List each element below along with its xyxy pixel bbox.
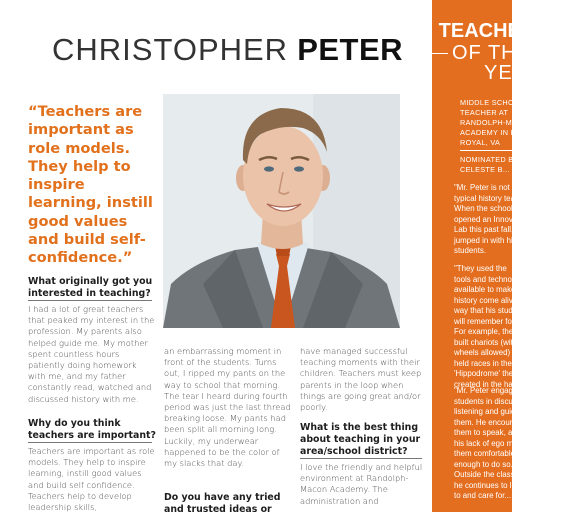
pull-quote: “Teachers are important as role models. They help to inspire learning, instill good values and build self-confidence.”	[28, 103, 153, 267]
sidebar-school: MIDDLE SCHOOL TEACHER AT RANDOLPH-MACON ACADEMY IN FRONT ROYAL, VA	[460, 98, 538, 147]
portrait-illustration	[163, 94, 400, 328]
sidebar-title-year: YEAR	[484, 62, 543, 84]
question-divider	[28, 442, 152, 443]
sidebar-paragraph-3: "Mr. Peter engages students in discussion, listening and guiding them. He encourages them to speak, and his lack of ego makes them comfortable enough to do so. Outside the classroom he continues to listen to and care for...	[454, 386, 534, 500]
question-heading-best-thing: What is the best thing about teaching in your area/school district?	[300, 422, 421, 457]
answer-text-best-thing: I love the friendly and helpful environment at Randolph-Macon Academy. The administration and	[300, 462, 423, 506]
teacher-of-year-sidebar	[432, 0, 543, 512]
question-heading-origin: What originally got you interested in teaching?	[28, 276, 153, 299]
portrait-photo	[163, 94, 400, 328]
answer-text-origin: I had a lot of great teachers that peaked my interest in the profession. My parents also helped guide me. My mother spent countless hours patiently doing homework with me, and my father constantly read, watched and discussed history with me.	[28, 304, 155, 404]
sidebar-rule	[432, 53, 448, 54]
sidebar-paragraph-1: "Mr. Peter is not your typical history teacher. When the school opened an Innovation Lab this past fall, he jumped in with his students.	[454, 183, 533, 255]
body-text-column-2: an embarrassing moment in front of the students. Turns out, I ripped my pants on the way to school that morning. The tear I heard during fourth period was just the last thread breaking loose. My pants had been split all morning long. Luckily, my underwear happened to be the color of my slacks that day.	[164, 346, 291, 469]
sidebar-paragraph-2: "They used the tools and technology available to make history come alive in a way that his students will remember forever. For example, they built chariots (with wheels allowed) and held races in the 'Hippodrome' they created in the hall.	[454, 264, 533, 389]
title-first-name: CHRISTOPHER	[52, 32, 289, 67]
question-heading-importance: Why do you think teachers are important?	[28, 418, 156, 441]
question-divider	[300, 458, 422, 459]
sidebar-title-of-the: OF THE	[452, 42, 531, 64]
sidebar-nominated: NOMINATED BY CELESTE B...	[460, 155, 519, 174]
answer-text-importance: Teachers are important as role models. They help to inspire learning, instill good values and build self confidence. Teachers help to develop leadership skills,	[28, 446, 155, 513]
sidebar-title-teacher: TEACHER	[438, 20, 536, 42]
question-divider	[28, 300, 152, 301]
body-text-column-3: have managed successful teaching moments with their children. Teachers must keep parents in the loop when things are going great and/or poorly.	[300, 346, 422, 413]
title-last-name: PETER	[297, 32, 404, 67]
article-title	[52, 30, 432, 70]
question-heading-ideas: Do you have any tried and trusted ideas or	[164, 492, 281, 515]
sidebar-divider	[460, 150, 540, 151]
